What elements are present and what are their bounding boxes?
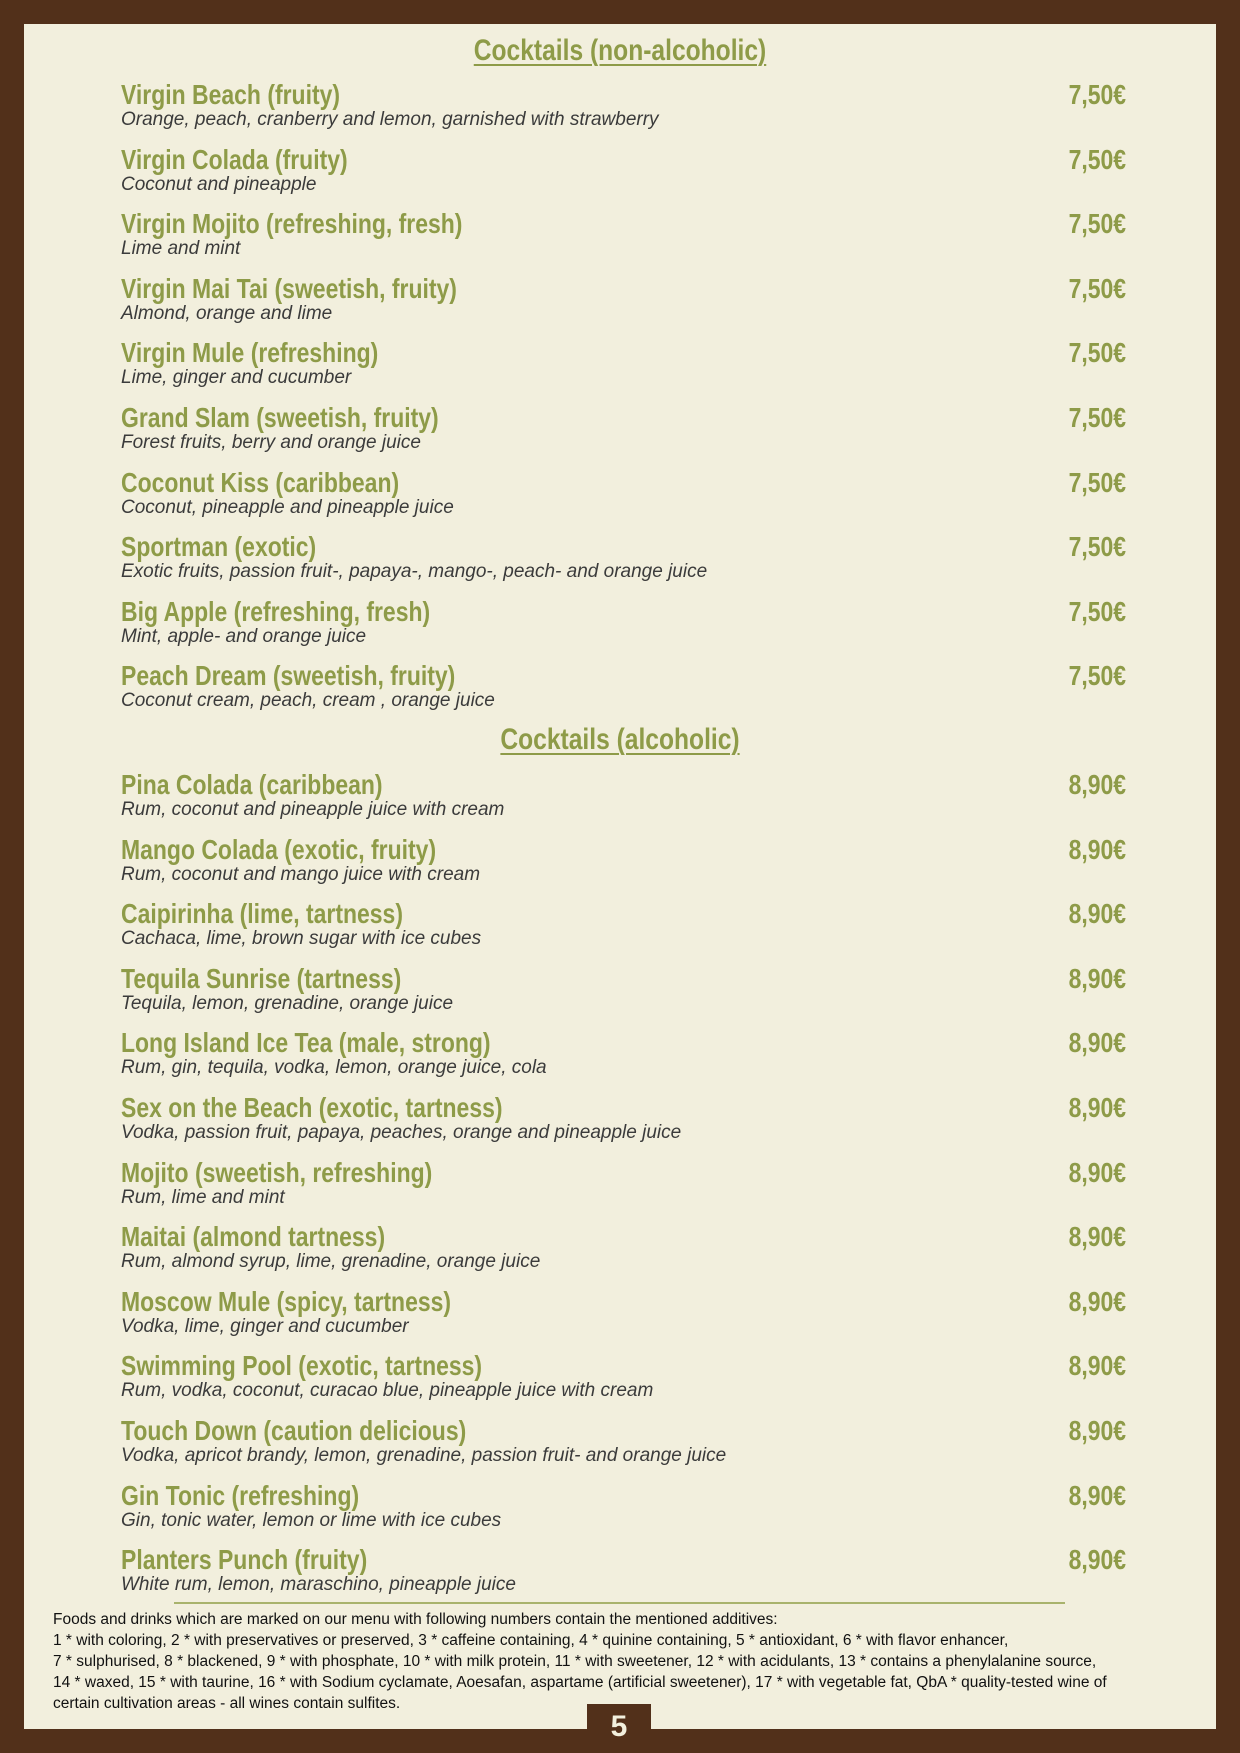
item-price: 8,90€ — [1068, 833, 1126, 865]
item-price: 8,90€ — [1068, 898, 1126, 930]
menu-item — [121, 143, 1126, 208]
menu-item — [121, 530, 1126, 595]
item-description: Rum, coconut and mango juice with cream — [121, 863, 481, 885]
menu-item — [121, 466, 1126, 531]
item-name: Virgin Mai Tai (sweetish, fruity) — [121, 272, 457, 304]
item-price: 8,90€ — [1068, 1479, 1126, 1511]
item-description: Tequila, lemon, grenadine, orange juice — [121, 992, 454, 1014]
menu-item — [121, 833, 1126, 898]
item-name: Moscow Mule (spicy, tartness) — [121, 1285, 452, 1317]
menu-page — [24, 24, 1216, 1743]
menu-item — [121, 272, 1126, 337]
section-title-non-alcoholic: Cocktails (non-alcoholic) — [473, 34, 767, 67]
item-name: Gin Tonic (refreshing) — [121, 1479, 360, 1511]
item-description: Coconut and pineapple — [121, 173, 317, 195]
item-description: Vodka, passion fruit, papaya, peaches, orange and pineapple juice — [121, 1121, 682, 1143]
item-name: Pina Colada (caribbean) — [121, 769, 383, 800]
item-name: Touch Down (caution delicious) — [121, 1414, 467, 1446]
non-alcoholic-list — [121, 78, 1126, 724]
menu-item — [121, 1220, 1126, 1285]
item-description: Rum, lime and mint — [121, 1186, 285, 1208]
item-name: Big Apple (refreshing, fresh) — [121, 595, 431, 627]
item-price: 8,90€ — [1068, 1156, 1126, 1188]
menu-item — [121, 1414, 1126, 1479]
item-description: Forest fruits, berry and orange juice — [121, 431, 421, 453]
item-price: 8,90€ — [1068, 1285, 1126, 1317]
item-description: Rum, coconut and pineapple juice with cream — [121, 799, 505, 820]
item-name: Sportman (exotic) — [121, 531, 317, 563]
item-name: Caipirinha (lime, tartness) — [121, 898, 403, 930]
footnote-line: certain cultivation areas - all wines contain sulfites. — [53, 1695, 401, 1712]
item-price: 8,90€ — [1068, 1544, 1126, 1576]
menu-item — [121, 1479, 1126, 1544]
item-name: Grand Slam (sweetish, fruity) — [121, 401, 439, 433]
item-price: 8,90€ — [1068, 1221, 1126, 1253]
item-description: Rum, gin, tequila, vodka, lemon, orange juice, cola — [121, 1057, 547, 1079]
item-price: 8,90€ — [1068, 1091, 1126, 1123]
menu-item — [121, 1091, 1126, 1156]
item-name: Virgin Beach (fruity) — [121, 79, 341, 110]
item-description: Coconut, pineapple and pineapple juice — [121, 496, 454, 518]
item-description: Almond, orange and lime — [121, 302, 333, 324]
item-price: 7,50€ — [1068, 401, 1126, 433]
item-price: 7,50€ — [1068, 466, 1126, 498]
alcoholic-list — [121, 768, 1126, 1608]
menu-item — [121, 659, 1126, 724]
menu-item — [121, 1349, 1126, 1414]
footnote-line: Foods and drinks which are marked on our menu with following numbers contain the mentioned additives: — [53, 1611, 778, 1628]
menu-item — [121, 768, 1126, 833]
item-name: Swimming Pool (exotic, tartness) — [121, 1350, 483, 1382]
menu-item — [121, 1156, 1126, 1221]
item-name: Coconut Kiss (caribbean) — [121, 466, 400, 498]
footnote-line: 1 * with coloring, 2 * with preservatives or preserved, 3 * caffeine containing, 4 * quinine containing, 5 * antioxidant, 6 * with flavor enhancer, — [53, 1632, 1009, 1649]
menu-item — [121, 401, 1126, 466]
item-description: Lime and mint — [121, 238, 241, 260]
menu-item — [121, 1026, 1126, 1091]
footnote-line: 14 * waxed, 15 * with taurine, 16 * with Sodium cyclamate, Aoesafan, aspartame (artificial sweetener), 17 * with vegetable fat, QbA * quality-tested wine of — [53, 1674, 1107, 1691]
item-price: 7,50€ — [1068, 595, 1126, 627]
item-description: Rum, almond syrup, lime, grenadine, orange juice — [121, 1251, 541, 1273]
item-name: Long Island Ice Tea (male, strong) — [121, 1027, 491, 1059]
item-price: 7,50€ — [1068, 143, 1126, 175]
item-price: 8,90€ — [1068, 1027, 1126, 1059]
menu-item — [121, 962, 1126, 1027]
item-name: Virgin Colada (fruity) — [121, 143, 348, 175]
item-description: Mint, apple- and orange juice — [121, 625, 367, 647]
item-name: Peach Dream (sweetish, fruity) — [121, 660, 456, 692]
item-name: Planters Punch (fruity) — [121, 1544, 368, 1576]
menu-item — [121, 336, 1126, 401]
additives-footnote — [53, 1609, 1203, 1714]
item-name: Virgin Mule (refreshing) — [121, 337, 379, 369]
item-price: 7,50€ — [1068, 79, 1126, 110]
item-name: Virgin Mojito (refreshing, fresh) — [121, 208, 463, 240]
item-name: Maitai (almond tartness) — [121, 1221, 386, 1253]
menu-item — [121, 78, 1126, 143]
section-title-alcoholic: Cocktails (alcoholic) — [500, 723, 740, 756]
item-name: Mojito (sweetish, refreshing) — [121, 1156, 433, 1188]
item-price: 8,90€ — [1068, 962, 1126, 994]
footer-divider — [174, 1602, 1065, 1604]
item-price: 7,50€ — [1068, 337, 1126, 369]
menu-item — [121, 1543, 1126, 1608]
item-description: Exotic fruits, passion fruit-, papaya-, mango-, peach- and orange juice — [121, 561, 708, 583]
menu-item — [121, 207, 1126, 272]
menu-item — [121, 897, 1126, 962]
item-price: 7,50€ — [1068, 660, 1126, 692]
item-price: 7,50€ — [1068, 208, 1126, 240]
page-number: 5 — [587, 1704, 651, 1753]
item-price: 7,50€ — [1068, 272, 1126, 304]
item-description: Vodka, apricot brandy, lemon, grenadine, passion fruit- and orange juice — [121, 1444, 727, 1466]
menu-item — [121, 1285, 1126, 1350]
item-price: 8,90€ — [1068, 1350, 1126, 1382]
item-description: Rum, vodka, coconut, curacao blue, pineapple juice with cream — [121, 1380, 654, 1402]
footnote-line: 7 * sulphurised, 8 * blackened, 9 * with phosphate, 10 * with milk protein, 11 * with sweetener, 12 * with acidulants, 13 * contains a phenylalanine source, — [53, 1653, 1097, 1670]
item-description: White rum, lemon, maraschino, pineapple juice — [121, 1574, 516, 1596]
item-description: Orange, peach, cranberry and lemon, garnished with strawberry — [121, 109, 659, 130]
item-description: Vodka, lime, ginger and cucumber — [121, 1315, 409, 1337]
item-price: 8,90€ — [1068, 1414, 1126, 1446]
item-description: Gin, tonic water, lemon or lime with ice cubes — [121, 1509, 502, 1531]
item-name: Tequila Sunrise (tartness) — [121, 962, 402, 994]
item-description: Coconut cream, peach, cream , orange juice — [121, 690, 495, 712]
item-name: Mango Colada (exotic, fruity) — [121, 833, 437, 865]
item-price: 7,50€ — [1068, 531, 1126, 563]
item-description: Cachaca, lime, brown sugar with ice cubes — [121, 928, 482, 950]
item-description: Lime, ginger and cucumber — [121, 367, 352, 389]
item-name: Sex on the Beach (exotic, tartness) — [121, 1091, 503, 1123]
item-price: 8,90€ — [1068, 769, 1126, 800]
menu-item — [121, 595, 1126, 660]
